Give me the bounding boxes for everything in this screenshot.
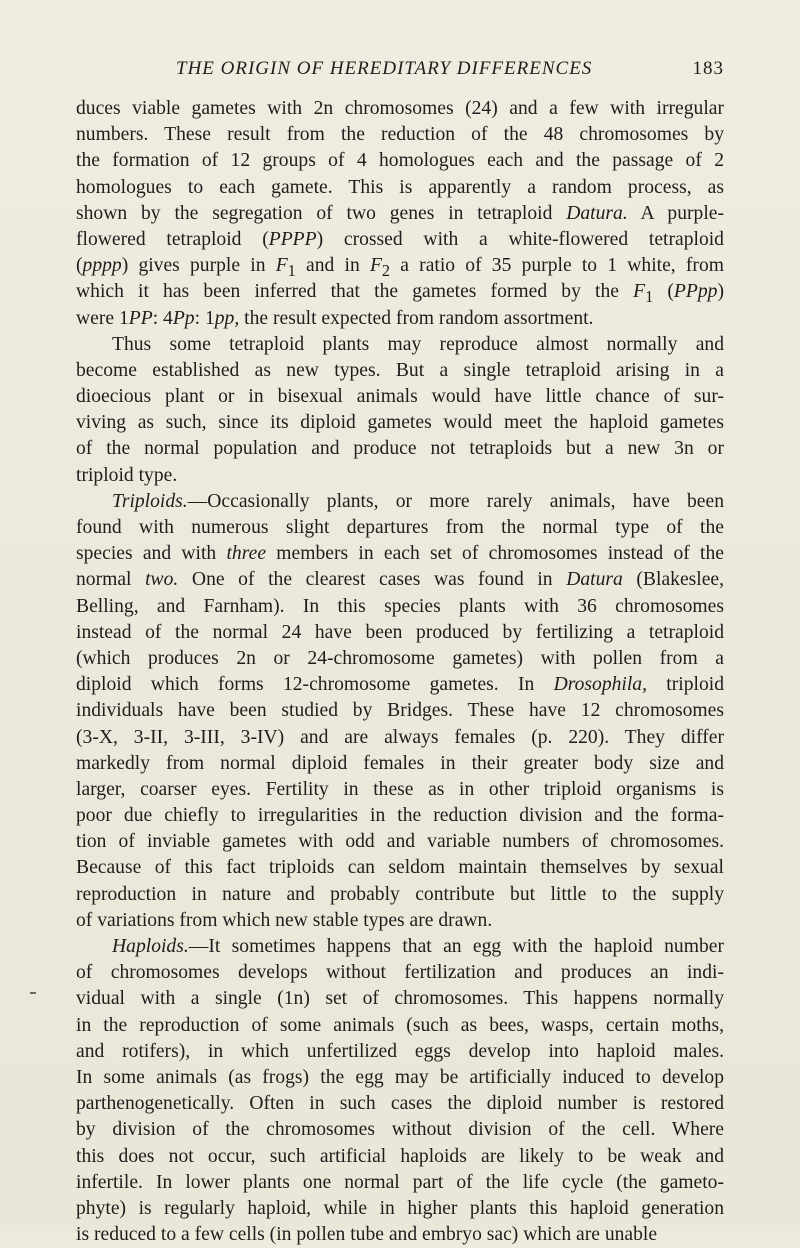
text-line: Haploids.—It sometimes happens that an egg with the haploid number — [112, 936, 724, 957]
text-line: tion of inviable gametes with odd and variable numbers of chromosomes. — [76, 831, 724, 853]
text-line: Triploids.—Occasionally plants, or more rarely animals, have been — [112, 490, 724, 512]
text-line: (which produces 2n or 24-chromosome gametes) with pollen from a — [76, 647, 724, 669]
text-line: of the normal population and produce not tetraploids but a new 3n or — [76, 438, 724, 460]
text-line: found with numerous slight departures from the normal type of the — [76, 517, 724, 538]
text-line: this does not occur, such artificial haploids are likely to be weak and — [76, 1145, 724, 1167]
text-line: Thus some tetraploid plants may reproduce almost normally and — [112, 333, 724, 355]
text-line: instead of the normal 24 have been produced by fertilizing a tetraploid — [76, 621, 724, 643]
text-line: by division of the chromosomes without division of the cell. Where — [76, 1119, 724, 1141]
text-line: the formation of 12 groups of 4 homologues each and the passage of 2 — [76, 150, 724, 172]
text-line: viving as such, since its diploid gametes would meet the haploid gametes — [76, 412, 724, 434]
text-line: duces viable gametes with 2n chromosomes (24) and a few with irregular — [76, 98, 724, 119]
section-heading-haploids: Haploids. — [112, 936, 189, 957]
text-line: dioecious plant or in bisexual animals would have little chance of sur- — [76, 386, 724, 408]
text-line: in the reproduction of some animals (such as bees, wasps, certain moths, — [76, 1014, 724, 1036]
section-heading-triploids: Triploids. — [112, 490, 188, 512]
text-line: individuals have been studied by Bridges. These have 12 chromosomes — [76, 700, 724, 722]
text-line: is reduced to a few cells (in pollen tube and embryo sac) which are unable — [76, 1224, 658, 1246]
text-line: poor due chiefly to irregularities in the reduction division and the forma- — [76, 805, 724, 827]
page-number: 183 — [692, 58, 724, 79]
text-line: larger, coarser eyes. Fertility in these as in other triploid organisms is — [76, 778, 724, 800]
running-title: THE ORIGIN OF HEREDITARY DIFFERENCES — [176, 58, 593, 79]
text-line: vidual with a single (1n) set of chromosomes. This happens normally — [76, 988, 724, 1010]
text-line: numbers. These result from the reduction of the 48 chromosomes by — [76, 124, 724, 146]
paragraph-tetraploid-survival — [76, 332, 724, 489]
text-line: markedly from normal diploid females in their greater body size and — [76, 752, 724, 774]
text-line: (3-X, 3-II, 3-III, 3-IV) and are always females (p. 220). They differ — [76, 726, 724, 748]
text-line: flowered tetraploid (PPPP) crossed with a white-flowered tetraploid — [76, 228, 724, 250]
text-line: diploid which forms 12-chromosome gametes. In Drosophila, triploid — [76, 674, 724, 696]
text-line: which it has been inferred that the gametes formed by the $F_1$ (PPpp) — [76, 281, 724, 307]
paragraph-haploids — [76, 934, 724, 1248]
text-line: shown by the segregation of two genes in tetraploid Datura. A purple- — [76, 202, 724, 224]
text-line: of variations from which new stable types are drawn. — [76, 909, 493, 931]
text-line: In some animals (as frogs) the egg may be artificially induced to develop — [76, 1066, 724, 1088]
text-line: triploid type. — [76, 464, 178, 486]
running-head — [76, 56, 724, 84]
text-line: phyte) is regularly haploid, while in higher plants this haploid generation — [76, 1197, 724, 1219]
text-line: homologues to each gamete. This is apparently a random process, as — [76, 176, 724, 198]
text-line: species and with three members in each set of chromosomes instead of the — [76, 543, 724, 565]
text-line: were 1PP: 4Pp: 1pp, the result expected from random assortment. — [76, 307, 594, 329]
text-line: Because of this fact triploids can seldom maintain themselves by sexual — [76, 857, 724, 879]
paragraph-tetraploid-gametes — [76, 96, 724, 332]
paragraph-triploids — [76, 489, 724, 934]
margin-mark — [30, 992, 36, 994]
text-line: of chromosomes develops without fertilization and produces an indi- — [76, 962, 724, 984]
body-text — [76, 96, 724, 1248]
text-line: parthenogenetically. Often in such cases the diploid number is restored — [76, 1093, 724, 1115]
text-line: and rotifers), in which unfertilized eggs develop into haploid males. — [76, 1040, 724, 1062]
text-line: Belling, and Farnham). In this species plants with 36 chromosomes — [76, 595, 724, 617]
text-line: normal two. One of the clearest cases was found in Datura (Blakeslee, — [76, 569, 724, 591]
text-line: reproduction in nature and probably contribute but little to the supply — [76, 883, 724, 905]
text-line: become established as new types. But a single tetraploid arising in a — [76, 359, 724, 381]
text-line: infertile. In lower plants one normal part of the life cycle (the gameto- — [76, 1171, 724, 1193]
text-line: (pppp) gives purple in $F_1$ and in $F_2$ a ratio of 35 purple to 1 white, from — [76, 255, 724, 281]
